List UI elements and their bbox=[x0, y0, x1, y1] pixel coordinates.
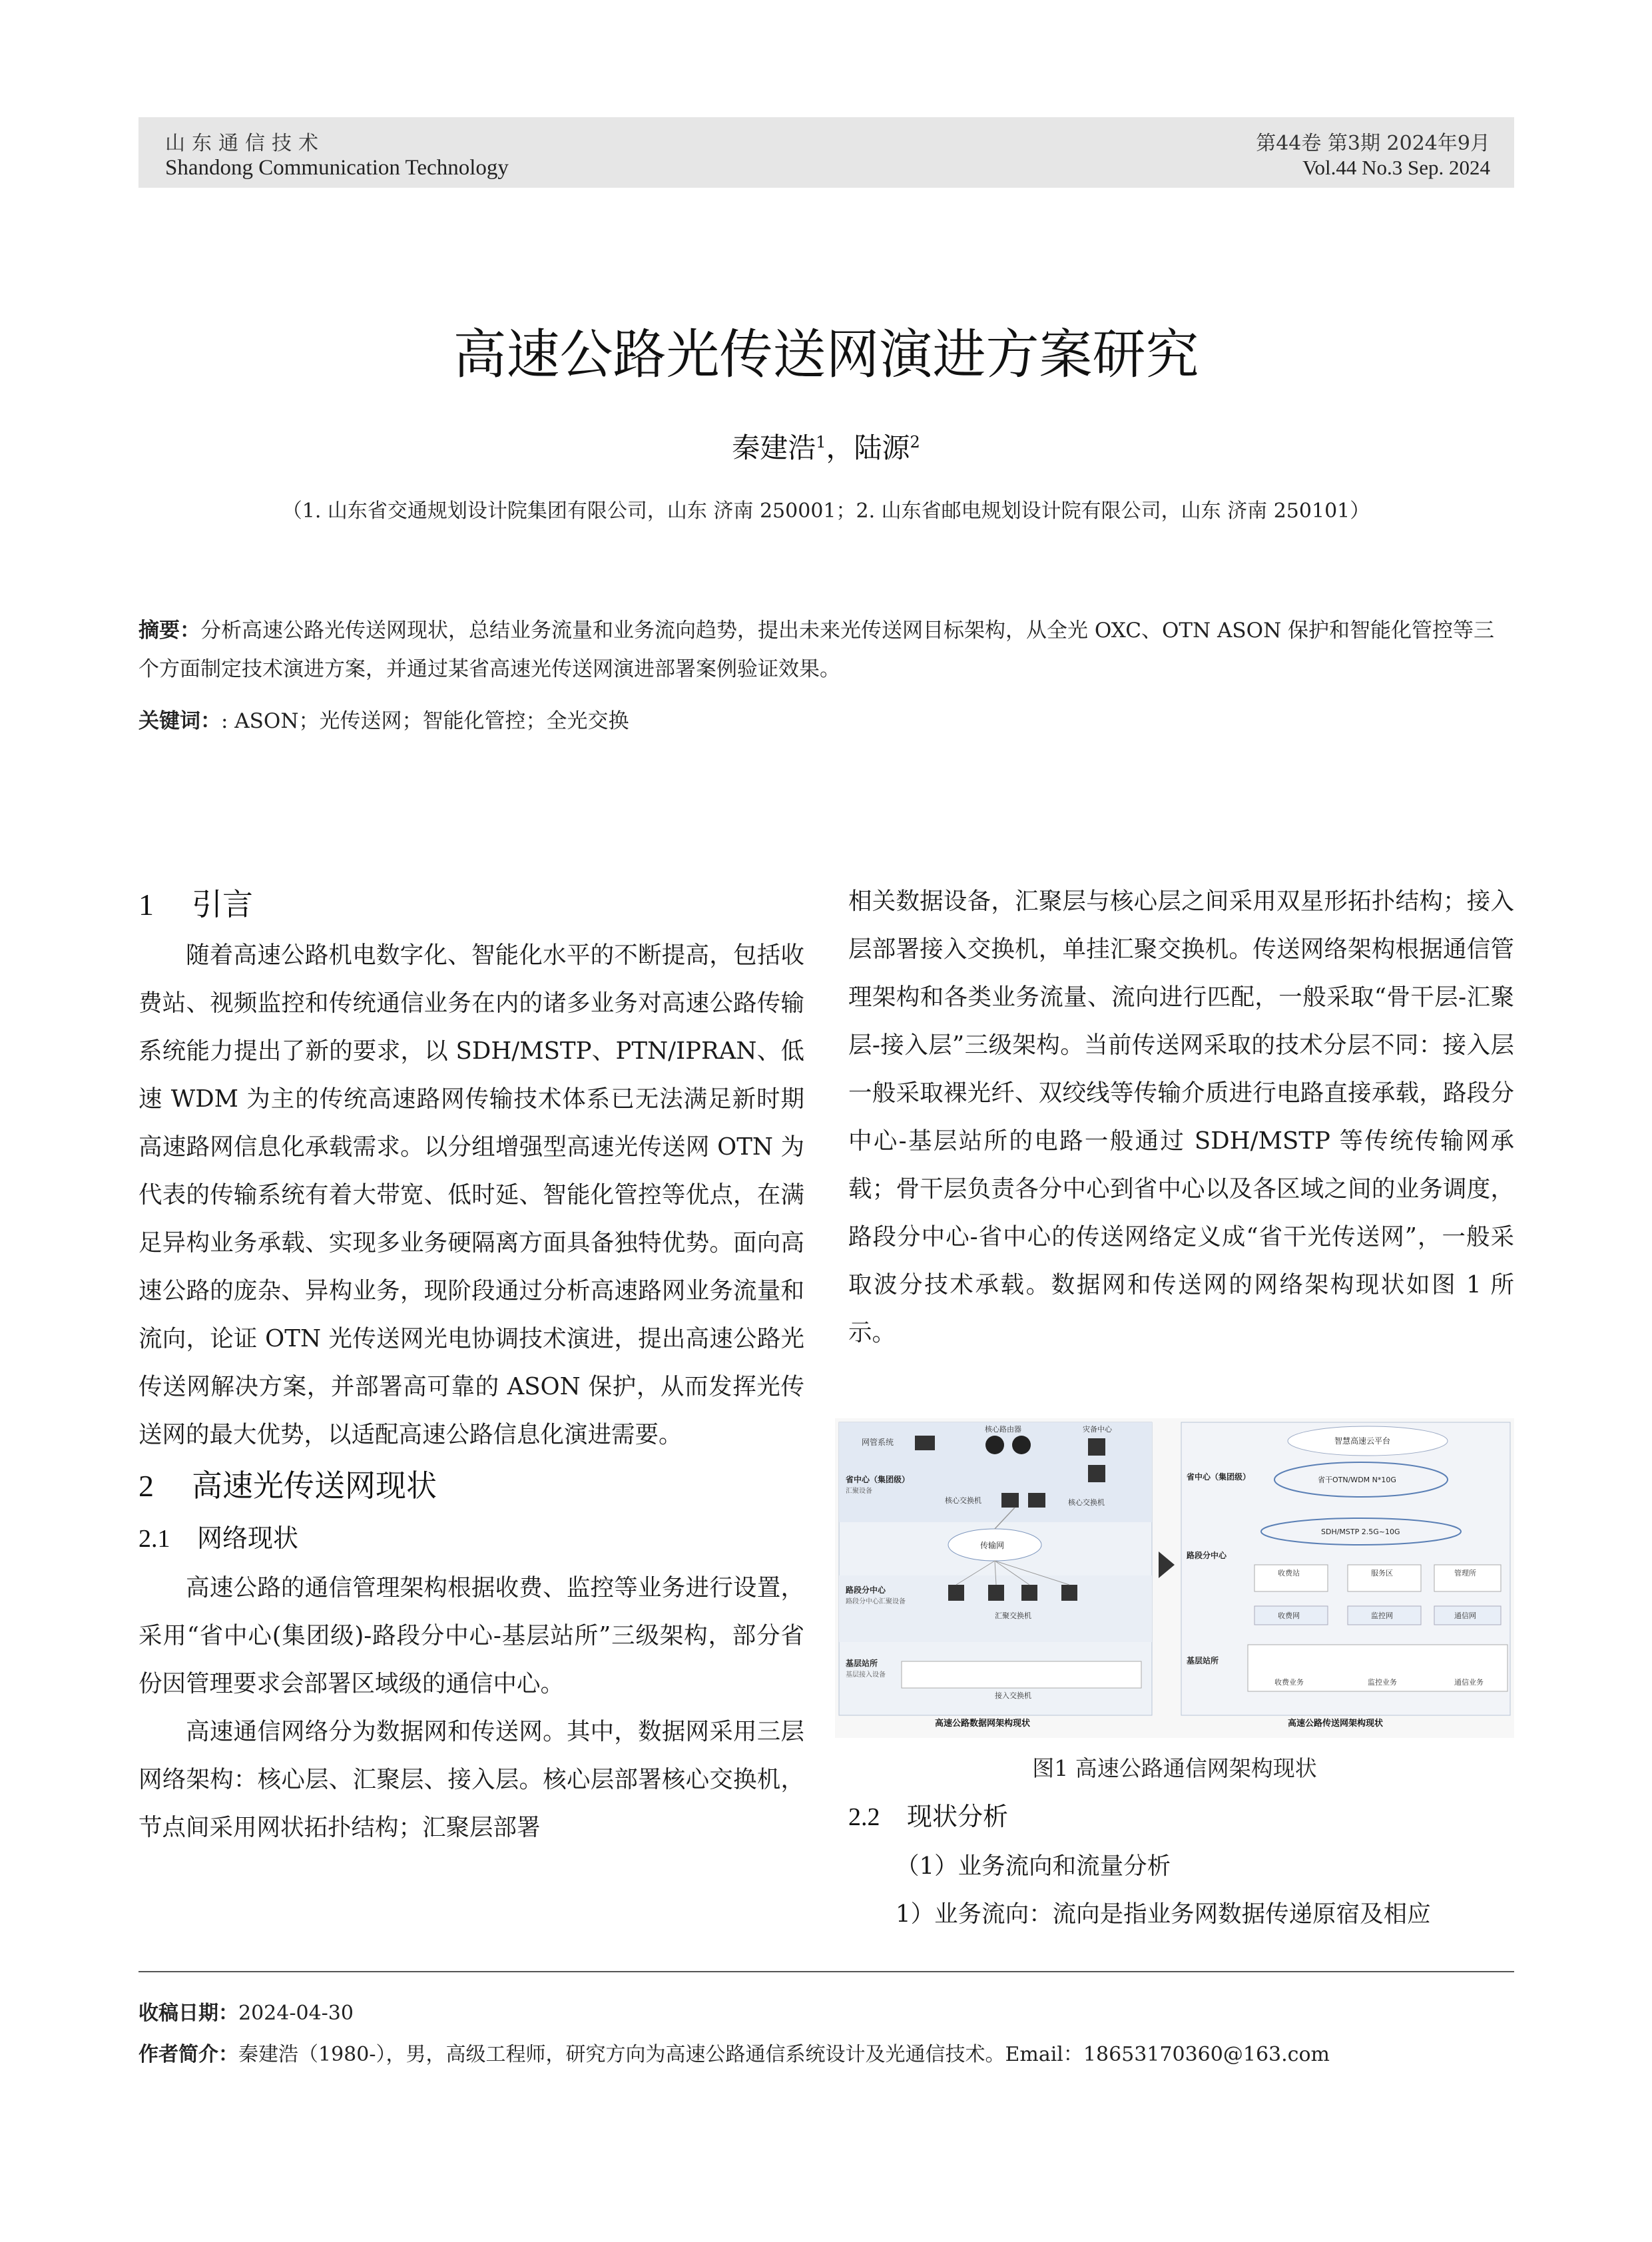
bio-label: 作者简介： bbox=[138, 2043, 238, 2066]
base-station-right-label: 基层站所 bbox=[1187, 1656, 1219, 1665]
subsection-heading bbox=[848, 1791, 1514, 1842]
author-affiliation-mark: 1 bbox=[816, 433, 826, 451]
transport-network-title: 高速公路传送网架构现状 bbox=[1288, 1719, 1384, 1729]
figure-caption: 图1 高速公路通信网架构现状 bbox=[1032, 1755, 1317, 1781]
agg-switch-label: 汇聚交换机 bbox=[995, 1611, 1031, 1620]
figure-1-diagram bbox=[835, 1418, 1514, 1738]
comm-biz-label: 通信业务 bbox=[1454, 1678, 1484, 1687]
paragraph: 随着高速公路机电数字化、智能化水平的不断提高，包括收费站、视频监控和传统通信业务在内的诸多业务对高速公路传输系统能力提出了新的要求，以 SDH/MSTP、PTN/IPRAN、低速 WDM 为主的传统高速路网传输技术体系已无法满足新时期高速路网信息化承载需求。以分组增强型高速光传送网 OTN 为代表的传输系统有着大带宽、低时延、智能化管控等优点，在满足异构业务承载、实现多业务硬隔离方面具备独特优势。面向高速公路的庞杂、异构业务，现阶段通过分析高速路网业务流量和流向，论证 OTN 光传送网光电协调技术演进，提出高速公路光传送网解决方案，并部署高可靠的 ASON 保护，从而发挥光传送网的最大优势，以适配高速公路信息化演进需要。 bbox=[138, 942, 804, 1448]
cloud-platform-label: 智慧高速云平台 bbox=[1334, 1436, 1391, 1446]
paragraph: 高速公路的通信管理架构根据收费、监控等业务进行设置，采用“省中心(集团级)-路段分中心-基层站所”三级架构，部分省份因管理要求会部署区域级的通信中心。 bbox=[138, 1574, 804, 1697]
core-router-icon bbox=[1012, 1436, 1031, 1454]
province-center-right-label: 省中心（集团级） bbox=[1187, 1472, 1251, 1482]
bio-text: 秦建浩（1980-），男，高级工程师，研究方向为高速公路通信系统设计及光通信技术。Email：18653170360@163.com bbox=[238, 2043, 1330, 2066]
comm-net-label: 通信网 bbox=[1454, 1611, 1476, 1620]
nms-label: 网管系统 bbox=[862, 1438, 894, 1447]
section-heading bbox=[138, 878, 804, 932]
province-sub-label: 汇聚设备 bbox=[846, 1488, 872, 1495]
disaster-center-label: 灾备中心 bbox=[1083, 1425, 1112, 1434]
core-router-icon bbox=[985, 1436, 1004, 1454]
core-router-label: 核心路由器 bbox=[985, 1425, 1021, 1434]
journal-name-cn: 山东通信技术 bbox=[165, 132, 325, 155]
body-column-right-continued bbox=[848, 1791, 1514, 1938]
section-title: 引言 bbox=[192, 886, 253, 922]
section-title: 高速光传送网现状 bbox=[192, 1468, 437, 1504]
received-label: 收稿日期： bbox=[138, 2002, 238, 2025]
author-separator: ， bbox=[826, 431, 854, 464]
abstract-label: 摘要： bbox=[138, 619, 200, 643]
base-station-label: 基层站所 bbox=[846, 1659, 878, 1668]
subsection-title: 网络现状 bbox=[197, 1524, 299, 1553]
author-line bbox=[0, 426, 1652, 466]
footnote-divider bbox=[138, 1971, 1514, 1972]
author-affiliation-mark: 2 bbox=[910, 433, 920, 451]
author-bio bbox=[138, 2038, 1514, 2067]
paragraph: 高速通信网络分为数据网和传送网。其中，数据网采用三层网络架构：核心层、汇聚层、接入层。核心层部署核心交换机，节点间采用网状拓扑结构；汇聚层部署 bbox=[138, 1718, 804, 1841]
access-switch-label: 接入交换机 bbox=[995, 1691, 1031, 1700]
core-switch-icon bbox=[1028, 1493, 1045, 1508]
section-number: 2 bbox=[138, 1469, 154, 1503]
agg-switch-icon bbox=[988, 1585, 1004, 1601]
nms-icon bbox=[915, 1436, 935, 1450]
base-sub-label: 基层接入设备 bbox=[846, 1671, 886, 1679]
abstract bbox=[138, 611, 1514, 689]
otn-label: 省干OTN/WDM N*10G bbox=[1318, 1476, 1396, 1484]
transition-arrow-icon bbox=[1159, 1551, 1175, 1578]
subsection-number: 2.2 bbox=[848, 1803, 880, 1831]
core-switch-icon bbox=[1001, 1493, 1019, 1508]
keywords-text: : ASON；光传送网；智能化管控；全光交换 bbox=[221, 709, 629, 733]
transport-net-label: 传输网 bbox=[980, 1541, 1005, 1550]
paragraph: 1）业务流向：流向是指业务网数据传递原宿及相应 bbox=[896, 1900, 1431, 1928]
subsection-title: 现状分析 bbox=[907, 1802, 1009, 1831]
toll-biz-label: 收费业务 bbox=[1274, 1678, 1304, 1687]
figure-1 bbox=[835, 1418, 1514, 1738]
toll-net-label: 收费网 bbox=[1278, 1611, 1300, 1620]
paper-title: 高速公路光传送网演进方案研究 bbox=[453, 324, 1199, 386]
sdh-label: SDH/MSTP 2.5G~10G bbox=[1321, 1528, 1400, 1536]
disaster-center-icon bbox=[1088, 1438, 1105, 1456]
issue-info-en: Vol.44 No.3 Sep. 2024 bbox=[1302, 156, 1490, 179]
admin-office-label: 管理所 bbox=[1454, 1569, 1476, 1577]
received-value: 2024-04-30 bbox=[238, 2002, 354, 2025]
agg-switch-icon bbox=[1061, 1585, 1077, 1601]
core-switch-left-label: 核心交换机 bbox=[945, 1496, 981, 1505]
journal-header bbox=[138, 117, 1514, 188]
author-name: 陆源 bbox=[854, 431, 910, 464]
service-area-label: 服务区 bbox=[1371, 1569, 1393, 1577]
keywords bbox=[138, 702, 1514, 740]
access-tier-box bbox=[902, 1661, 1141, 1688]
issue-info-cn: 第44卷 第3期 2024年9月 bbox=[1256, 132, 1490, 155]
agg-switch-icon bbox=[1021, 1585, 1037, 1601]
abstract-text: 分析高速公路光传送网现状，总结业务流量和业务流向趋势，提出未来光传送网目标架构，从全光 OXC、OTN ASON 保护和智能化管控等三个方面制定技术演进方案，并通过某省高速光传送网演进部署案例验证效果。 bbox=[138, 619, 1495, 681]
received-date bbox=[138, 1996, 1514, 2026]
monitor-net-label: 监控网 bbox=[1371, 1611, 1393, 1620]
subsection-heading bbox=[138, 1513, 804, 1564]
monitor-biz-label: 监控业务 bbox=[1368, 1678, 1397, 1687]
body-column-left bbox=[138, 878, 804, 1852]
data-network-title: 高速公路数据网架构现状 bbox=[935, 1719, 1031, 1729]
author-name: 秦建浩 bbox=[732, 431, 816, 464]
affiliations: （1. 山东省交通规划设计院集团有限公司，山东 济南 250001；2. 山东省邮电规划设计院有限公司，山东 济南 250101） bbox=[282, 499, 1370, 523]
road-center-label: 路段分中心 bbox=[846, 1585, 886, 1595]
agg-switch-icon bbox=[948, 1585, 964, 1601]
keywords-label: 关键词： bbox=[138, 709, 221, 733]
disaster-center-icon bbox=[1088, 1465, 1105, 1482]
journal-name-en: Shandong Communication Technology bbox=[165, 156, 509, 180]
province-center-label: 省中心（集团级） bbox=[846, 1475, 910, 1484]
paragraph: （1）业务流向和流量分析 bbox=[896, 1852, 1171, 1880]
road-center-right-label: 路段分中心 bbox=[1187, 1551, 1227, 1560]
section-number: 1 bbox=[138, 888, 154, 922]
core-switch-right-label: 核心交换机 bbox=[1068, 1498, 1105, 1507]
section-heading bbox=[138, 1459, 804, 1513]
toll-station-label: 收费站 bbox=[1278, 1569, 1300, 1577]
road-sub-label: 路段分中心汇聚设备 bbox=[846, 1598, 906, 1605]
subsection-number: 2.1 bbox=[138, 1525, 170, 1553]
paragraph: 相关数据设备，汇聚层与核心层之间采用双星形拓扑结构；接入层部署接入交换机，单挂汇聚交换机。传送网络架构根据通信管理架构和各类业务流量、流向进行匹配，一般采取“骨干层-汇聚层-接入层”三级架构。当前传送网采取的技术分层不同：接入层一般采取裸光纤、双绞线等传输介质进行电路直接承载，路段分中心-基层站所的电路一般通过 SDH/MSTP 等传统传输网承载；骨干层负责各分中心到省中心以及各区域之间的业务调度，路段分中心-省中心的传送网络定义成“省干光传送网”，一般采取波分技术承载。数据网和传送网的网络架构现状如图 1 所示。 bbox=[848, 888, 1514, 1346]
body-column-right bbox=[848, 878, 1514, 1357]
